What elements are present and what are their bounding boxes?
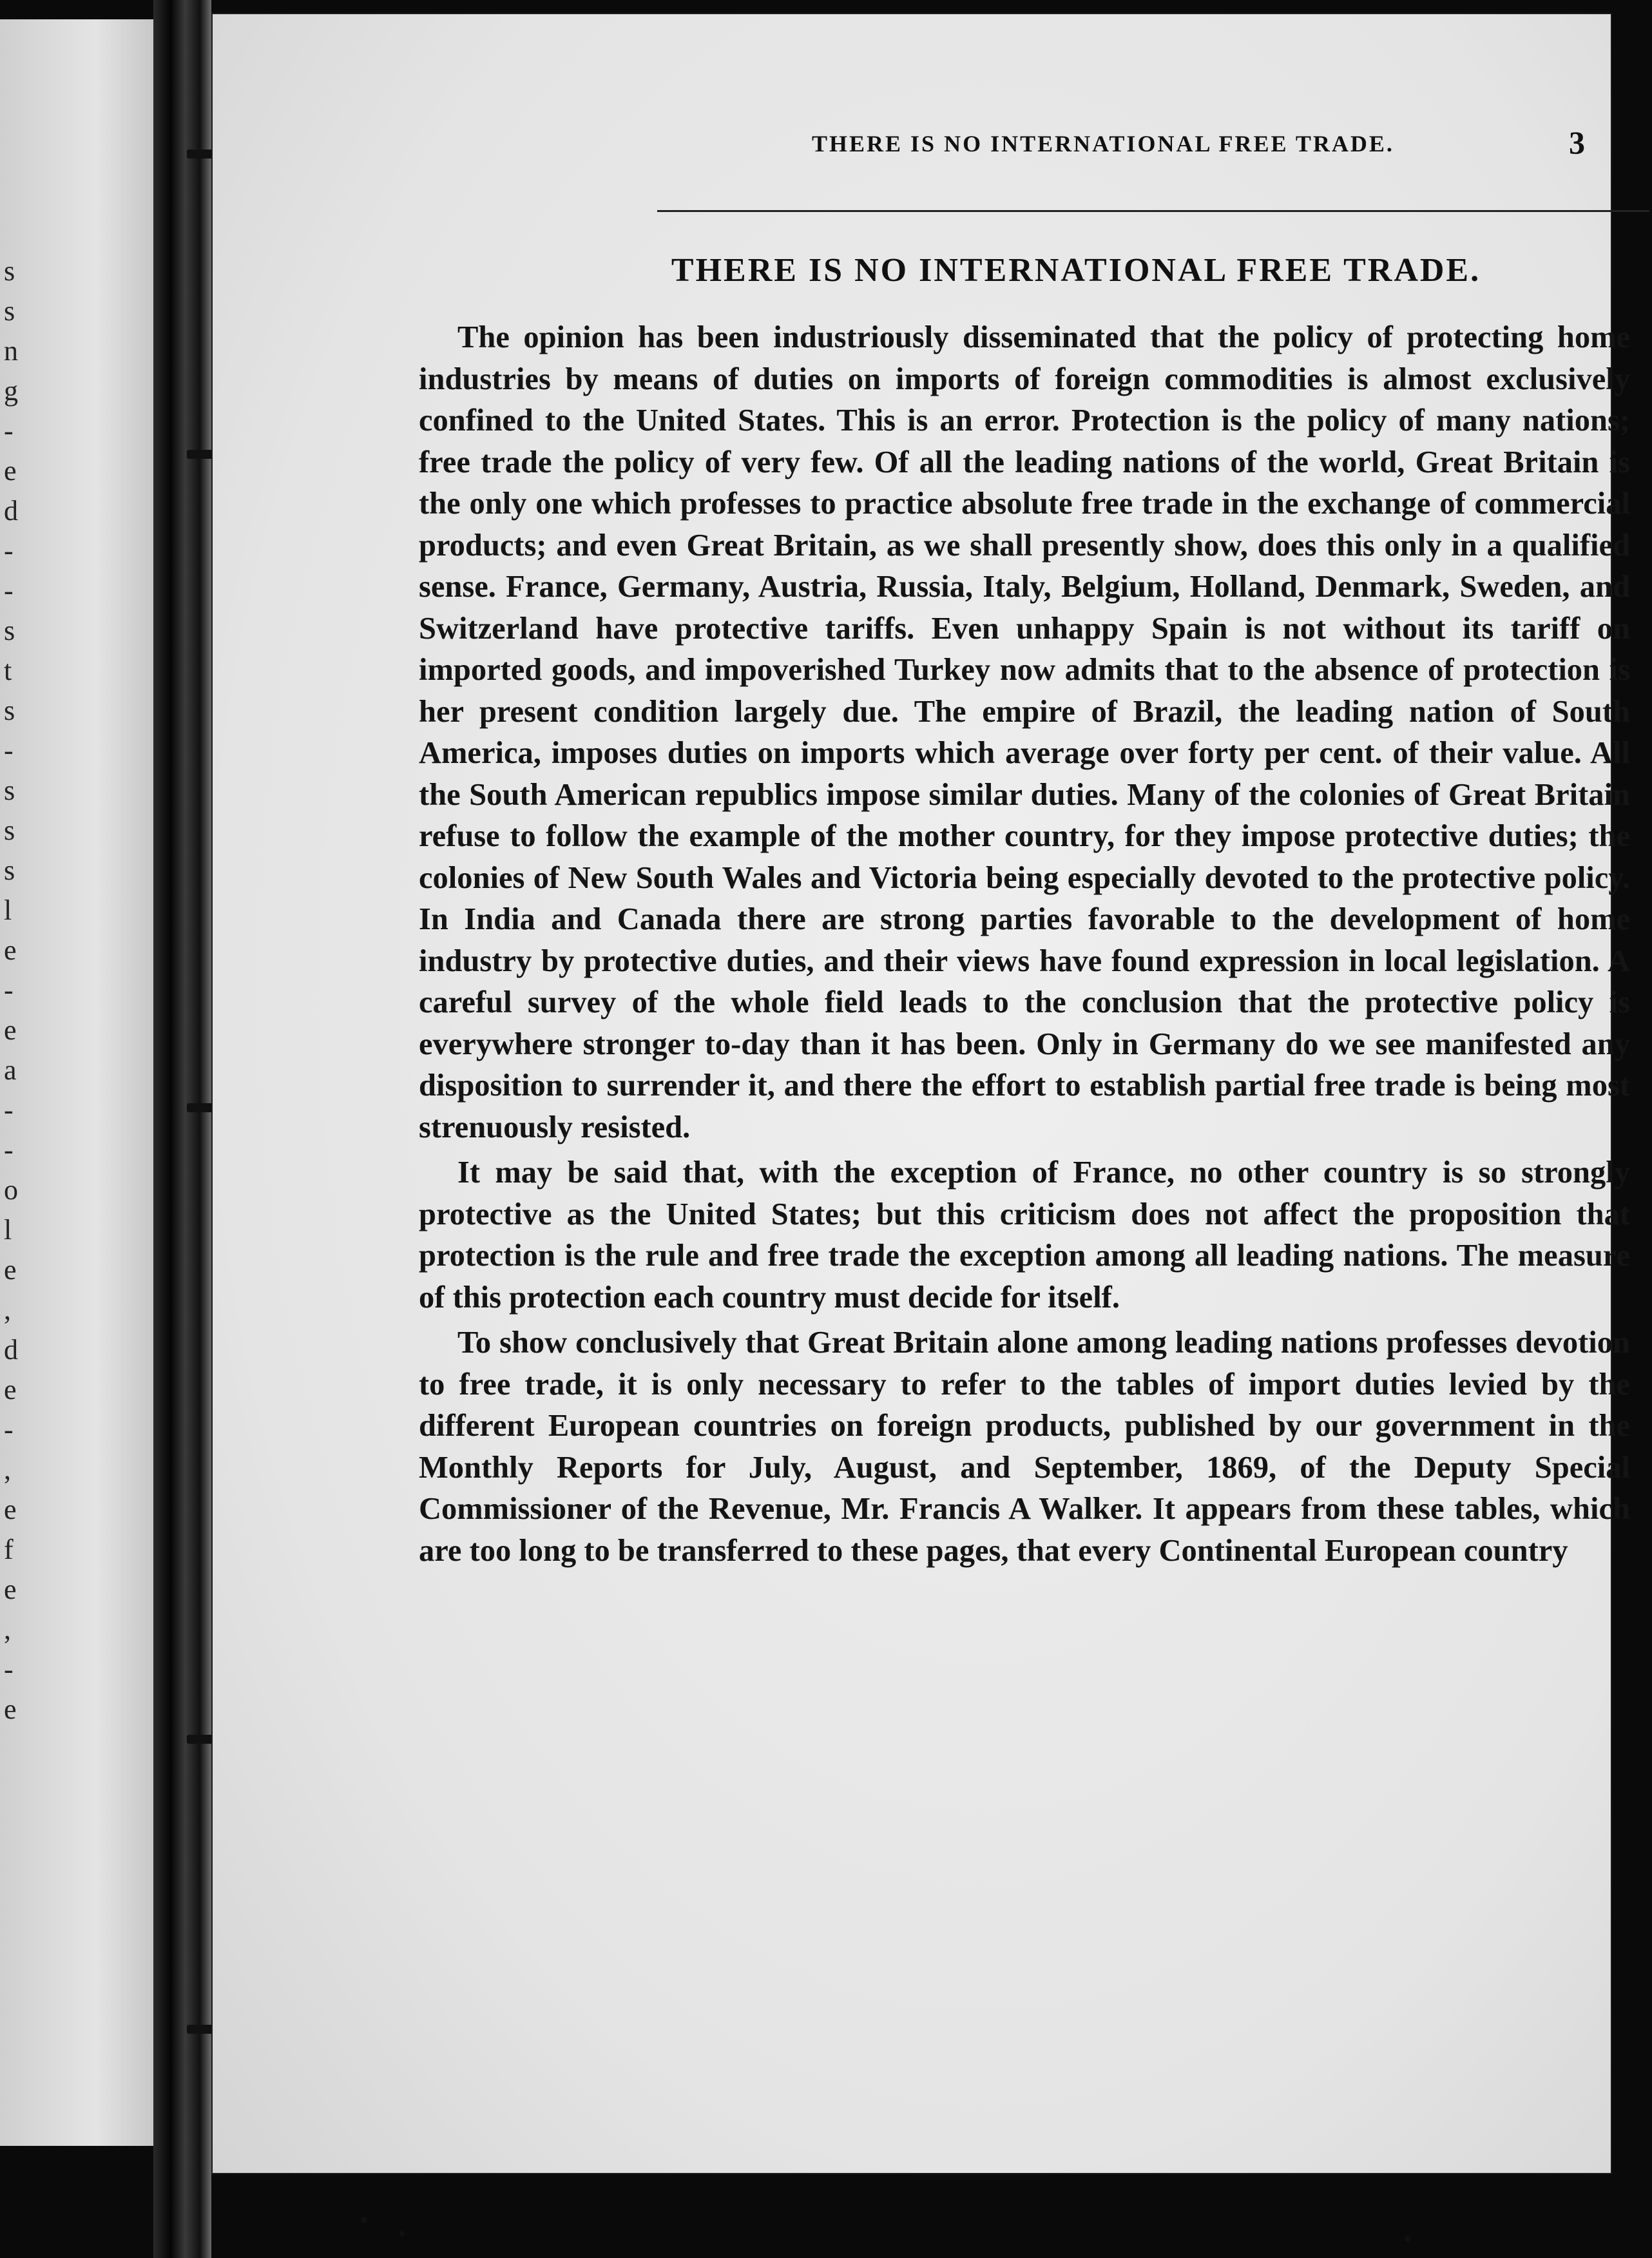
- facing-page-letter: ,: [4, 1614, 11, 1645]
- facing-page-letter: d: [4, 1334, 18, 1365]
- facing-page: [0, 19, 174, 2146]
- facing-page-letter: f: [4, 1534, 14, 1565]
- facing-page-letter: e: [4, 1014, 17, 1046]
- facing-page-letter: -: [4, 1134, 14, 1166]
- paragraph: To show conclusively that Great Britain alone among leading nations professes devotion to free trade, it is only necessary to refer to the tables of import duties levied by the different European countries on foreign products, published by our government in the Monthly Reports for July, August, and September, 1869, of the Deputy Special Commissioner of the Revenue, Mr. Francis A Walker. It appears from these tables, which are too long to be transferred to these pages, that every Continental European country: [419, 1326, 1630, 1568]
- article-title: THERE IS NO INTERNATIONAL FREE TRADE.: [671, 252, 1481, 289]
- facing-page-letter: s: [4, 695, 15, 726]
- article-body: [419, 317, 1630, 1576]
- book-binding: [153, 0, 211, 2258]
- facing-page-letter: -: [4, 735, 14, 766]
- running-head-title: THERE IS NO INTERNATIONAL FREE TRADE.: [812, 131, 1394, 157]
- facing-page-letter: l: [4, 1214, 12, 1246]
- facing-page-letter: s: [4, 775, 15, 806]
- facing-page-letter: -: [4, 535, 14, 566]
- facing-page-letter: -: [4, 1654, 14, 1685]
- paragraph: It may be said that, with the exception of France, no other country is so strongly protective as the United States; but this criticism does not affect the proposition that protection is the rule and free trade the exception among all leading nations. The measure of this protection each country must decide for itself.: [419, 1155, 1630, 1315]
- facing-page-letter: e: [4, 1254, 17, 1286]
- scan-speck: [1405, 2236, 1410, 2242]
- facing-page-letter: g: [4, 375, 18, 407]
- page-number: 3: [1569, 124, 1585, 160]
- scan-speck: [399, 2231, 405, 2236]
- facing-page-letter: ,: [4, 1294, 11, 1326]
- facing-page-letter: s: [4, 815, 15, 846]
- facing-page-letter: -: [4, 1414, 14, 1445]
- facing-page-letter: e: [4, 455, 17, 487]
- facing-page-letter: l: [4, 894, 12, 926]
- facing-page-letter: s: [4, 854, 15, 886]
- facing-page-margin-text: [4, 251, 23, 1730]
- facing-page-letter: t: [4, 655, 12, 686]
- book-page: [213, 14, 1630, 2173]
- facing-page-letter: s: [4, 255, 15, 287]
- facing-page-letter: -: [4, 1094, 14, 1126]
- facing-page-letter: -: [4, 415, 14, 447]
- facing-page-letter: a: [4, 1054, 17, 1086]
- facing-page-letter: s: [4, 615, 15, 646]
- facing-page-letter: e: [4, 1574, 17, 1605]
- facing-page-letter: e: [4, 1694, 17, 1725]
- facing-page-letter: o: [4, 1174, 18, 1206]
- facing-page-letter: e: [4, 1374, 17, 1405]
- facing-page-letter: n: [4, 335, 18, 367]
- facing-page-letter: e: [4, 1494, 17, 1525]
- facing-page-letter: -: [4, 974, 14, 1006]
- facing-page-letter: e: [4, 934, 17, 966]
- facing-page-letter: ,: [4, 1454, 11, 1485]
- facing-page-letter: d: [4, 495, 18, 526]
- scan-speck: [361, 2217, 367, 2223]
- facing-page-letter: -: [4, 575, 14, 606]
- header-rule: [657, 210, 1649, 212]
- facing-page-letter: s: [4, 295, 15, 327]
- paragraph: The opinion has been industriously disseminated that the policy of protecting home industries by means of duties on imports of foreign commodities is almost exclusively confined to the United States. This is an error. Protection is the policy of many nations; free trade the policy of very few. Of all the leading nations of the world, Great Britain is the only one which professes to practice absolute free trade in the exchange of commercial products; and even Great Britain, as we shall presently show, does this only in a qualified sense. France, Germany, Austria, Russia, Italy, Belgium, Holland, Denmark, Sweden, and Switzerland have protective tariffs. Even unhappy Spain is not without its tariff on imported goods, and impoverished Turkey now admits that to the absence of protection is her present condition largely due. The empire of Brazil, the leading nation of South America, imposes duties on imports which average over forty per cent. of their value. All the South American republics impose similar duties. Many of the colonies of Great Britain refuse to follow the example of the mother country, for they impose protective duties; the colonies of New South Wales and Victoria being especially devoted to the protective policy. In India and Canada there are strong parties favorable to the development of home industry by protective duties, and their views have found expression in local legislation. A careful survey of the whole field leads to the conclusion that the protective policy is everywhere stronger to-day than it has been. Only in Germany do we see manifested any disposition to surrender it, and there the effort to establish partial free trade is being most strenuously resisted.: [419, 320, 1630, 1144]
